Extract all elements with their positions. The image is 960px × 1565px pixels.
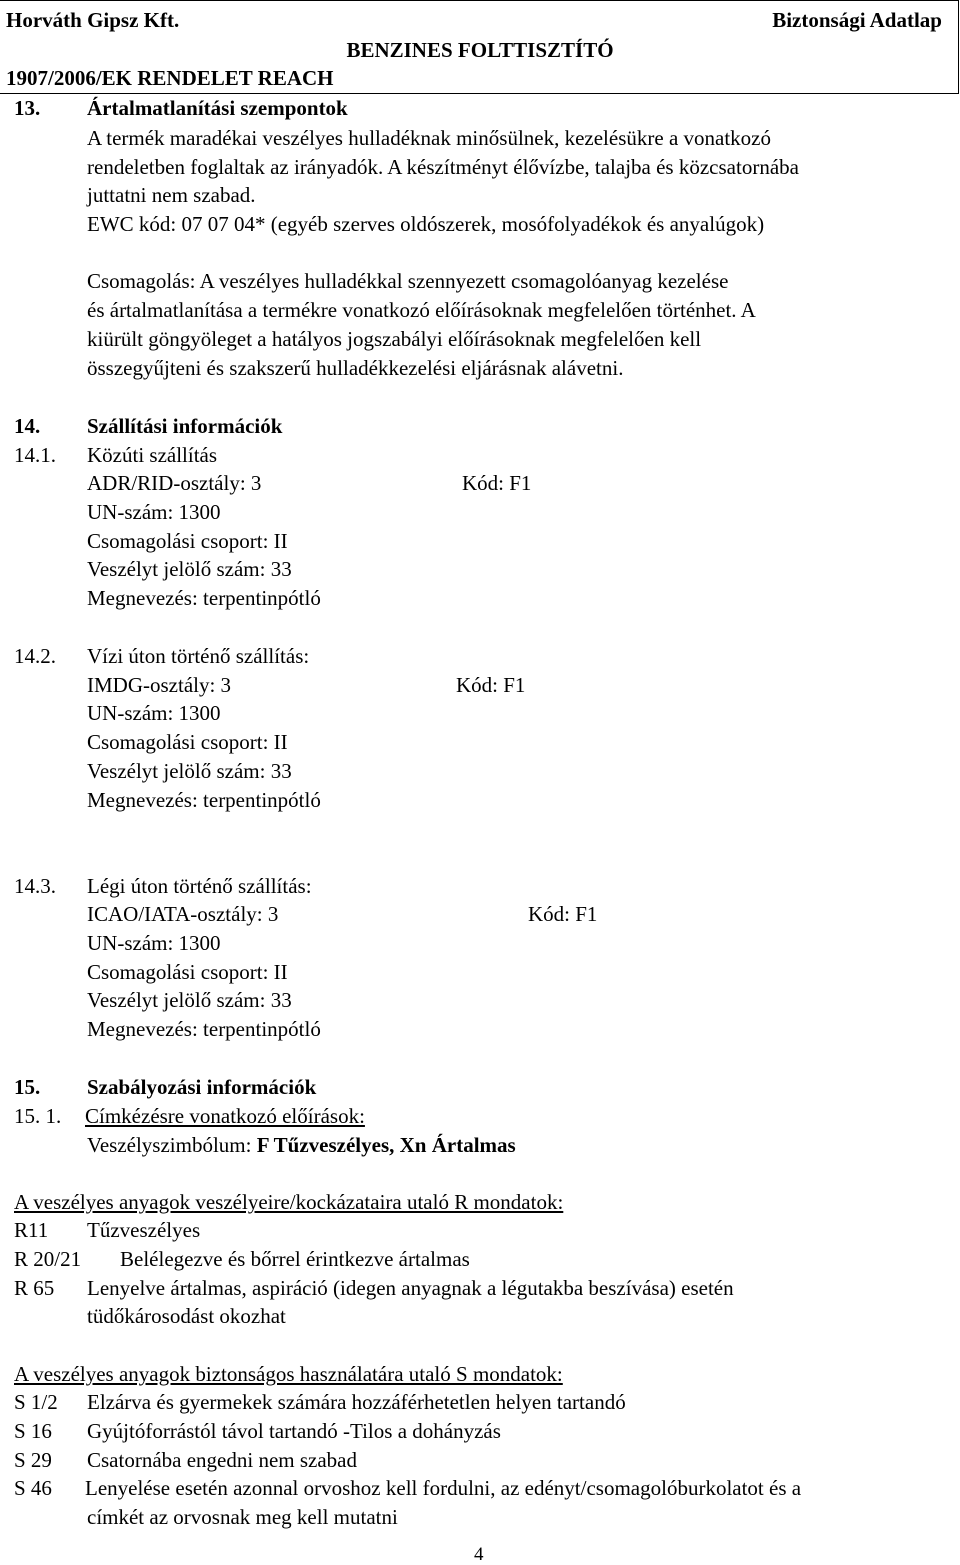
s-phrase-code: S 46 <box>14 1476 52 1500</box>
water-group: Csomagolási csoport: II <box>87 730 288 754</box>
road-un: UN-szám: 1300 <box>87 500 221 524</box>
road-name: Megnevezés: terpentinpótló <box>87 586 321 610</box>
r-phrase-text: tüdőkárosodást okozhat <box>87 1304 286 1328</box>
r-phrase-text: Belélegezve és bőrrel érintkezve ártalmas <box>120 1247 470 1271</box>
road-number: 14.1. <box>14 443 56 467</box>
s-phrase-text: Elzárva és gyermekek számára hozzáférhetetlen helyen tartandó <box>87 1390 626 1414</box>
water-class: IMDG-osztály: 3 <box>87 673 232 697</box>
air-un: UN-szám: 1300 <box>87 931 221 955</box>
section-15-number: 15. <box>14 1075 41 1099</box>
air-title: Légi úton történő szállítás: <box>87 874 312 898</box>
water-code: Kód: F1 <box>456 673 526 697</box>
packaging-line: Csomagolás: A veszélyes hulladékkal szennyezett csomagolóanyag kezelése <box>87 269 729 293</box>
section-15-title: Szabályozási információk <box>87 1075 317 1099</box>
road-title: Közúti szállítás <box>87 443 218 467</box>
water-title: Vízi úton történő szállítás: <box>87 644 310 668</box>
packaging-line: és ártalmatlanítása a termékre vonatkozó előírásoknak megfelelően történhet. A <box>87 298 756 322</box>
section-13-line: juttatni nem szabad. <box>87 183 256 207</box>
air-class: ICAO/IATA-osztály: 3 <box>87 902 279 926</box>
section-13-title: Ártalmatlanítási szempontok <box>87 96 348 120</box>
road-code: Kód: F1 <box>462 471 532 495</box>
water-name: Megnevezés: terpentinpótló <box>87 788 321 812</box>
road-group: Csomagolási csoport: II <box>87 529 288 553</box>
road-class: ADR/RID-osztály: 3 <box>87 471 262 495</box>
water-un: UN-szám: 1300 <box>87 701 221 725</box>
s-phrase-text: Gyújtóforrástól távol tartandó -Tilos a dohányzás <box>87 1419 501 1443</box>
page-number: 4 <box>474 1544 484 1565</box>
section-13-line: rendeletben foglaltak az irányadók. A készítményt élővízbe, talajba és közcsatornába <box>87 155 799 179</box>
hazard-symbol-line <box>87 1135 516 1156</box>
air-hazard: Veszélyt jelölő szám: 33 <box>87 988 292 1012</box>
s-phrase-text: Csatornába engedni nem szabad <box>87 1448 357 1472</box>
section-14-number: 14. <box>14 414 41 438</box>
section-13-line: A termék maradékai veszélyes hulladéknak minősülnek, kezelésükre a vonatkozó <box>87 126 771 150</box>
air-group: Csomagolási csoport: II <box>87 960 288 984</box>
product-name: BENZINES FOLTTISZTÍTÓ <box>346 38 614 62</box>
s-phrases-heading: A veszélyes anyagok biztonságos használatára utaló S mondatok: <box>14 1362 563 1386</box>
water-hazard: Veszélyt jelölő szám: 33 <box>87 759 292 783</box>
r-phrase-text: Lenyelve ártalmas, aspiráció (idegen anyagnak a légutakba beszívása) esetén <box>87 1276 734 1300</box>
hazard-symbol-value: F Tűzveszélyes, Xn Ártalmas <box>256 1133 516 1157</box>
section-14-title: Szállítási információk <box>87 414 283 438</box>
s-phrase-text: Lenyelése esetén azonnal orvoshoz kell fordulni, az edényt/csomagolóburkolatot és a <box>85 1476 802 1500</box>
r-phrase-code: R 65 <box>14 1276 55 1300</box>
water-number: 14.2. <box>14 644 56 668</box>
labelling-title: Címkézésre vonatkozó előírások: <box>85 1104 365 1128</box>
s-phrase-code: S 29 <box>14 1448 52 1472</box>
hazard-symbol-prefix: Veszélyszimbólum: <box>87 1133 257 1157</box>
air-name: Megnevezés: terpentinpótló <box>87 1017 321 1041</box>
road-hazard: Veszélyt jelölő szám: 33 <box>87 557 292 581</box>
s-phrase-text: címkét az orvosnak meg kell mutatni <box>87 1505 398 1529</box>
labelling-number: 15. 1. <box>14 1104 62 1128</box>
r-phrase-text: Tűzveszélyes <box>87 1218 201 1242</box>
air-number: 14.3. <box>14 874 56 898</box>
s-phrase-code: S 1/2 <box>14 1390 58 1414</box>
r-phrase-code: R11 <box>14 1218 49 1242</box>
document-type: Biztonsági Adatlap <box>772 8 942 32</box>
packaging-line: kiürült göngyöleget a hatályos jogszabályi előírásoknak megfelelően kell <box>87 327 702 351</box>
r-phrase-code: R 20/21 <box>14 1247 82 1271</box>
s-phrase-code: S 16 <box>14 1419 52 1443</box>
air-code: Kód: F1 <box>528 902 598 926</box>
r-phrases-heading: A veszélyes anyagok veszélyeire/kockázataira utaló R mondatok: <box>14 1190 564 1214</box>
company-name: Horváth Gipsz Kft. <box>6 8 180 32</box>
section-13-number: 13. <box>14 96 41 120</box>
regulation: 1907/2006/EK RENDELET REACH <box>6 66 334 90</box>
packaging-line: összegyűjteni és szakszerű hulladékkezelési eljárásnak alávetni. <box>87 356 624 380</box>
ewc-code: EWC kód: 07 07 04* (egyéb szerves oldószerek, mosófolyadékok és anyalúgok) <box>87 212 765 236</box>
